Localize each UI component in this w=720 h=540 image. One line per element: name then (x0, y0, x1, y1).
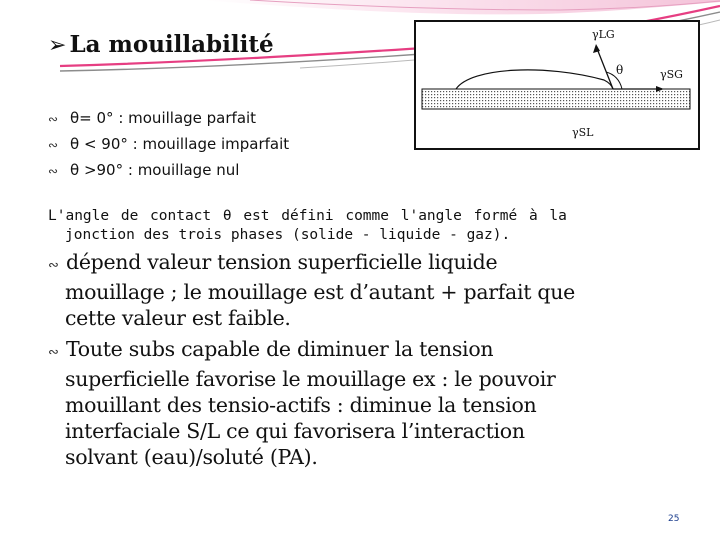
wave-bullet-icon: ∾ (48, 345, 59, 360)
list-item (48, 161, 289, 187)
label-gamma-sg: γSG (660, 68, 683, 81)
paragraph-line: solvant (eau)/soluté (PA). (65, 445, 318, 469)
page-number: 25 (668, 514, 680, 524)
paragraph-line: Toute subs capable de diminuer la tension (66, 337, 494, 361)
definition-line: L'angle de contact θ est défini comme l'angle formé à la (48, 208, 567, 224)
wave-bullet-icon: ∾ (48, 112, 59, 126)
label-gamma-lg: γLG (592, 28, 615, 41)
bullet-text: θ >90° : mouillage nul (70, 161, 240, 179)
paragraph-line: interfaciale S/L ce qui favorisera l’interaction (65, 419, 525, 443)
paragraph-line: cette valeur est faible. (65, 306, 291, 330)
arrow-right-icon: ➢ (48, 33, 67, 58)
wave-bullet-icon: ∾ (48, 164, 59, 178)
list-item (48, 109, 289, 135)
definition-line: jonction des trois phases (solide - liquide - gaz). (65, 227, 511, 243)
bullet-text: θ < 90° : mouillage imparfait (70, 135, 290, 153)
vector-gamma-lg (596, 46, 613, 89)
paragraph-line: dépend valeur tension superficielle liquide (66, 250, 498, 274)
label-gamma-sl: γSL (572, 126, 594, 139)
wave-bullet-icon: ∾ (48, 138, 59, 152)
slide-title-text: La mouillabilité (69, 31, 274, 58)
solid-substrate (422, 89, 690, 109)
contact-angle-drawing (416, 22, 698, 148)
paragraph-surfactants (48, 336, 688, 470)
contact-angle-definition (48, 207, 688, 245)
paragraph-surface-tension (48, 249, 688, 331)
label-theta: θ (616, 63, 624, 77)
paragraph-line: superficielle favorise le mouillage ex : le pouvoir (65, 367, 556, 391)
liquid-droplet-profile (456, 70, 613, 89)
contact-angle-diagram (414, 20, 700, 150)
slide-title (48, 31, 274, 58)
contact-angle-cases-list (48, 109, 289, 187)
paragraph-line: mouillant des tensio-actifs : diminue la tension (65, 393, 537, 417)
arrowhead-gamma-lg (593, 44, 600, 53)
wave-bullet-icon: ∾ (48, 258, 59, 273)
list-item (48, 135, 289, 161)
bullet-text: θ= 0° : mouillage parfait (70, 109, 257, 127)
paragraph-line: mouillage ; le mouillage est d’autant + parfait que (65, 280, 575, 304)
